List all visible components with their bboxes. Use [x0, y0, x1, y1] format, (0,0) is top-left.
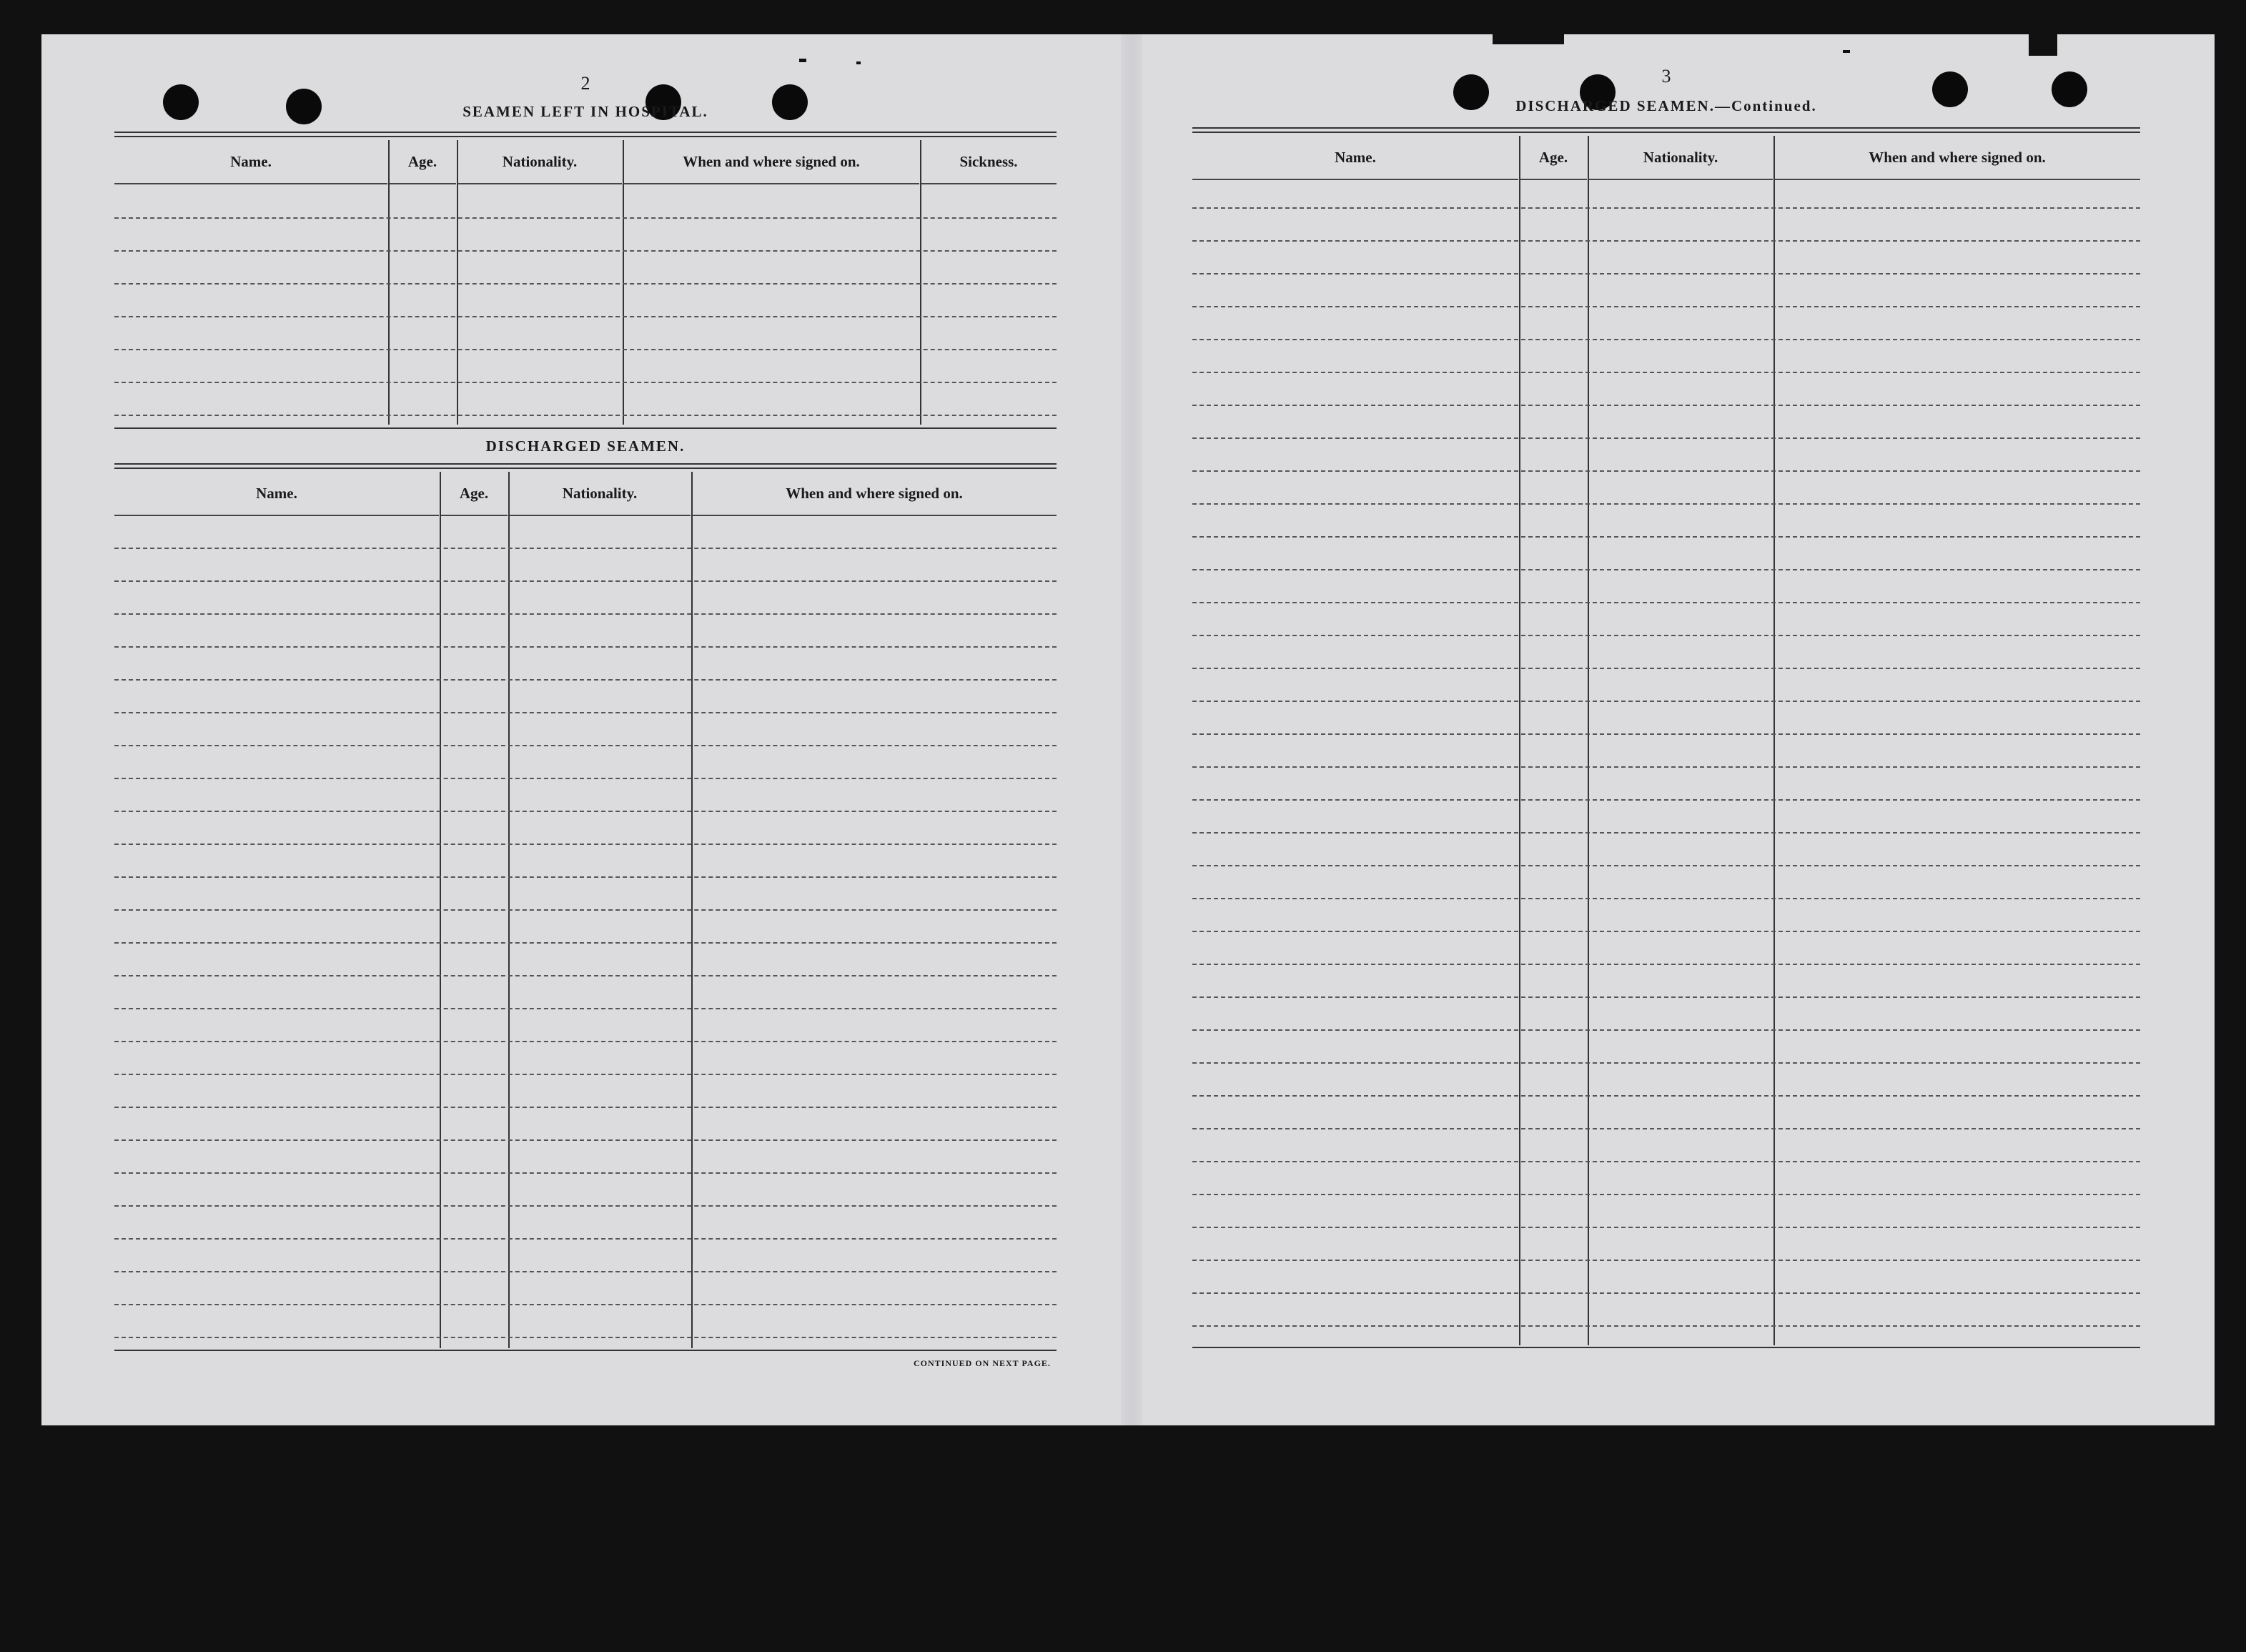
entry-line [1192, 437, 2140, 439]
entry-line [1192, 602, 2140, 603]
entry-line [1192, 536, 2140, 538]
hospital-section-title: SEAMEN LEFT IN HOSPITAL. [462, 103, 708, 120]
col-nationality: Nationality. [509, 472, 691, 516]
col-sickness: Sickness. [921, 140, 1057, 184]
entry-line [114, 1304, 1057, 1305]
header-rule [114, 463, 1057, 469]
entry-line [1192, 701, 2140, 702]
header-rule [114, 132, 1057, 137]
entry-line [114, 1008, 1057, 1009]
page-number: 3 [1661, 66, 1671, 86]
entry-line [1192, 1095, 2140, 1097]
col-nationality: Nationality. [457, 140, 622, 184]
entry-line [1192, 1161, 2140, 1162]
entry-line [114, 745, 1057, 746]
entry-line [1192, 372, 2140, 373]
entry-line [1192, 569, 2140, 570]
entry-line [1192, 1128, 2140, 1129]
entry-line [1192, 766, 2140, 768]
entry-line [114, 349, 1057, 350]
entry-line [114, 876, 1057, 878]
col-name: Name. [114, 472, 439, 516]
ledger-sheet [41, 34, 2215, 1425]
discharged-continued-title: DISCHARGED SEAMEN.—Continued. [1515, 97, 1817, 114]
section-rule [114, 427, 1057, 429]
entry-line [1192, 1292, 2140, 1294]
scan-speck [799, 59, 806, 62]
left-page [114, 34, 1057, 1425]
discharged-continued-table [1192, 136, 2140, 1347]
continued-footnote: CONTINUED ON NEXT PAGE. [914, 1358, 1051, 1368]
entry-line [1192, 733, 2140, 735]
entry-line [1192, 635, 2140, 636]
entry-line [114, 942, 1057, 944]
entry-line [114, 679, 1057, 681]
bottom-rule [114, 1350, 1057, 1351]
hospital-table [114, 140, 1057, 426]
entry-line [114, 1041, 1057, 1042]
entry-line [1192, 931, 2140, 932]
entry-line [114, 217, 1057, 219]
entry-line [1192, 964, 2140, 965]
bottom-rule [1192, 1347, 2140, 1348]
entry-line [114, 1205, 1057, 1207]
column-divider [1519, 136, 1520, 1345]
scan-speck [1843, 50, 1850, 53]
entry-line [114, 1337, 1057, 1338]
col-signed-on: When and where signed on. [623, 140, 919, 184]
scan-speck [856, 61, 861, 64]
entry-line [114, 1271, 1057, 1272]
entry-line [1192, 1194, 2140, 1195]
entry-line [114, 1107, 1057, 1108]
entry-line [114, 415, 1057, 416]
entry-line [114, 975, 1057, 976]
entry-line [114, 382, 1057, 383]
col-age: Age. [440, 472, 508, 516]
col-signed-on: When and where signed on. [692, 472, 1057, 516]
entry-line [114, 613, 1057, 615]
scan-speck [2029, 34, 2057, 56]
header-rule [1192, 127, 2140, 133]
entry-line [1192, 339, 2140, 340]
entry-line [1192, 1260, 2140, 1261]
entry-line [114, 909, 1057, 911]
entry-line [1192, 470, 2140, 472]
column-divider [1773, 136, 1775, 1345]
entry-line [1192, 503, 2140, 505]
entry-line [1192, 207, 2140, 209]
col-signed-on: When and where signed on. [1774, 136, 2140, 180]
entry-line [114, 778, 1057, 779]
entry-line [1192, 799, 2140, 801]
entry-line [1192, 996, 2140, 998]
scan-speck [1493, 34, 1564, 44]
entry-line [1192, 306, 2140, 307]
entry-line [114, 646, 1057, 648]
page-gutter [1121, 34, 1142, 1425]
entry-line [1192, 1227, 2140, 1228]
entry-line [114, 712, 1057, 713]
right-page [1192, 34, 2140, 1425]
col-name: Name. [114, 140, 387, 184]
entry-line [114, 250, 1057, 252]
entry-line [114, 283, 1057, 285]
col-nationality: Nationality. [1588, 136, 1773, 180]
column-divider [1588, 136, 1589, 1345]
entry-line [1192, 668, 2140, 669]
discharged-table [114, 472, 1057, 1350]
col-name: Name. [1192, 136, 1518, 180]
entry-line [114, 548, 1057, 549]
entry-line [1192, 273, 2140, 274]
entry-line [1192, 865, 2140, 866]
entry-line [114, 844, 1057, 845]
entry-line [114, 811, 1057, 812]
entry-line [1192, 240, 2140, 242]
entry-line [1192, 1062, 2140, 1064]
col-age: Age. [1520, 136, 1587, 180]
entry-line [114, 1074, 1057, 1075]
entry-line [114, 1139, 1057, 1141]
discharged-section-title: DISCHARGED SEAMEN. [485, 437, 686, 455]
entry-line [1192, 898, 2140, 899]
entry-line [114, 1238, 1057, 1240]
entry-line [1192, 832, 2140, 834]
entry-line [1192, 405, 2140, 406]
entry-line [114, 1172, 1057, 1174]
entry-line [114, 316, 1057, 317]
entry-line [114, 580, 1057, 582]
entry-line [1192, 1325, 2140, 1327]
col-age: Age. [389, 140, 456, 184]
entry-line [1192, 1029, 2140, 1031]
page-number: 2 [580, 73, 590, 94]
